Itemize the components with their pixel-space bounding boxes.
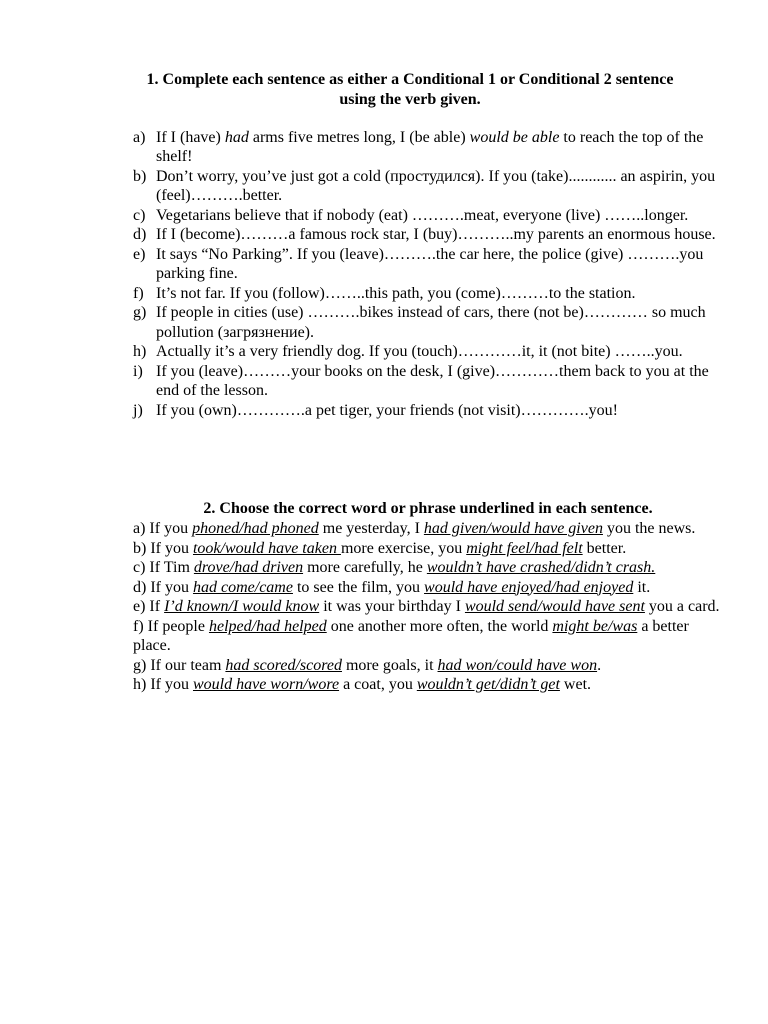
exercise-1-item [133, 167, 723, 206]
item-sentence [156, 225, 723, 245]
answer-choice: had won/could have won [437, 656, 598, 674]
exercise-2-item [133, 656, 723, 676]
item-label: b) [133, 167, 147, 185]
item-label: f) [133, 284, 144, 302]
item-sentence [156, 167, 723, 206]
answer-choice: might feel/had felt [466, 539, 583, 557]
answer-choice: would have worn/wore [192, 676, 340, 693]
item-label: i) [133, 362, 143, 380]
sentence-text: If you (own)………….a pet tiger, your friends (not visit)………….you! [156, 401, 618, 419]
item-sentence [156, 303, 723, 342]
answer-choice: had scored/scored [225, 656, 342, 674]
exercise-1-item [133, 225, 723, 245]
sentence-text: to reach the top of the shelf! [156, 128, 704, 165]
answer-choice: wouldn’t have crashed/didn’t crash. [426, 559, 656, 576]
sentence-text: better. [582, 539, 627, 557]
sentence-text: . [597, 656, 602, 674]
answer-choice: had come/came [192, 578, 293, 596]
sentence-text: a better place. [133, 617, 689, 654]
sentence-text: Actually it’s a very friendly dog. If you (touch)…………it, it (not bite) ……..you. [156, 343, 683, 360]
sentence-text: Don’t worry, you’ve just got a cold (простудился). If you (take)............ an aspirin, you (feel)……….better. [156, 167, 716, 204]
sentence-text: b) If you [133, 539, 193, 557]
sentence-text: f) If people [133, 617, 209, 635]
exercise-2-item [133, 617, 723, 656]
sample-answer: would be able [469, 128, 560, 146]
answer-choice: might be/was [552, 617, 638, 635]
exercise-1-item [133, 206, 723, 226]
exercise-1-item [133, 303, 723, 342]
item-label: g) [133, 304, 147, 321]
item-sentence [156, 128, 723, 167]
exercise-1-item [133, 401, 723, 421]
answer-choice: drove/had driven [193, 559, 304, 576]
exercise-1-item [133, 245, 723, 284]
section-2-title: 2. Choose the correct word or phrase underlined in each sentence. [203, 500, 653, 517]
item-label: d) [133, 226, 147, 243]
sentence-text: Vegetarians believe that if nobody (eat) ……….meat, everyone (live) ……..longer. [156, 206, 689, 224]
sentence-text: If I (become)………a famous rock star, I (buy)………..my parents an enormous house. [156, 226, 716, 243]
exercise-2-item [133, 539, 723, 559]
answer-choice: would have enjoyed/had enjoyed [424, 578, 634, 596]
sentence-text: wet. [559, 676, 592, 693]
exercise-1-item [133, 342, 723, 362]
item-label: j) [133, 401, 143, 419]
sentence-text: It’s not far. If you (follow)……..this path, you (come)………to the station. [156, 284, 636, 302]
exercise-2-item [133, 675, 723, 695]
sentence-text: If you (leave)………your books on the desk, I (give)…………them back to you at the end of the lesson. [156, 362, 709, 399]
sentence-text: you the news. [602, 520, 696, 537]
sentence-text: g) If our team [133, 656, 226, 674]
sample-answer: had [224, 128, 249, 146]
exercise-1-item [133, 128, 723, 167]
item-sentence [156, 245, 723, 284]
exercise-1-item [133, 284, 723, 304]
section-2-exercise-list [133, 519, 723, 695]
sentence-text: a coat, you [339, 676, 417, 693]
sentence-text: h) If you [133, 676, 193, 693]
item-sentence [156, 362, 723, 401]
sentence-text: c) If Tim [133, 559, 194, 576]
item-label: h) [133, 343, 147, 360]
sentence-text: it. [633, 578, 651, 596]
exercise-2-item [133, 519, 723, 539]
sentence-text: more goals, it [341, 656, 438, 674]
item-label: a) [133, 128, 146, 146]
item-sentence [156, 342, 723, 362]
sentence-text: more exercise, you [340, 539, 467, 557]
item-label: c) [133, 206, 146, 224]
sentence-text: If I (have) [156, 128, 225, 146]
sentence-text: me yesterday, I [318, 520, 424, 537]
sentence-text: If people in cities (use) ……….bikes instead of cars, there (not be)………… so much pollution (загрязнение). [156, 304, 706, 341]
answer-choice: helped/had helped [208, 617, 327, 635]
exercise-2-item [133, 597, 723, 617]
sentence-text: more carefully, he [303, 559, 427, 576]
section-1-title-line-1: 1. Complete each sentence as either a Conditional 1 or Conditional 2 sentence [146, 71, 674, 88]
section-1-title [100, 70, 720, 109]
sentence-text: you a card. [644, 598, 720, 615]
sentence-text: d) If you [133, 578, 193, 596]
sentence-text: it was your birthday I [319, 598, 465, 615]
sentence-text: a) If you [133, 520, 193, 537]
exercise-1-item [133, 362, 723, 401]
item-label: e) [133, 245, 146, 263]
answer-choice: I’d known/I would know [164, 598, 320, 615]
answer-choice: wouldn’t get/didn’t get [416, 676, 560, 693]
sentence-text: to see the film, you [292, 578, 425, 596]
answer-choice: took/would have taken [192, 539, 341, 557]
item-sentence [156, 206, 723, 226]
sentence-text: e) If [133, 598, 165, 615]
section-1-exercise-list [133, 128, 723, 421]
exercise-2-item [133, 558, 723, 578]
item-sentence [156, 284, 723, 304]
item-sentence [156, 401, 723, 421]
sentence-text: one another more often, the world [326, 617, 553, 635]
answer-choice: phoned/had phoned [192, 520, 319, 537]
exercise-2-item [133, 578, 723, 598]
section-1-title-line-2: using the verb given. [339, 90, 481, 108]
sentence-text: arms five metres long, I (be able) [248, 128, 470, 146]
answer-choice: would send/would have sent [464, 598, 645, 615]
sentence-text: It says “No Parking”. If you (leave)……….the car here, the police (give) ……….you parking fine. [156, 245, 704, 282]
answer-choice: had given/would have given [423, 520, 603, 537]
